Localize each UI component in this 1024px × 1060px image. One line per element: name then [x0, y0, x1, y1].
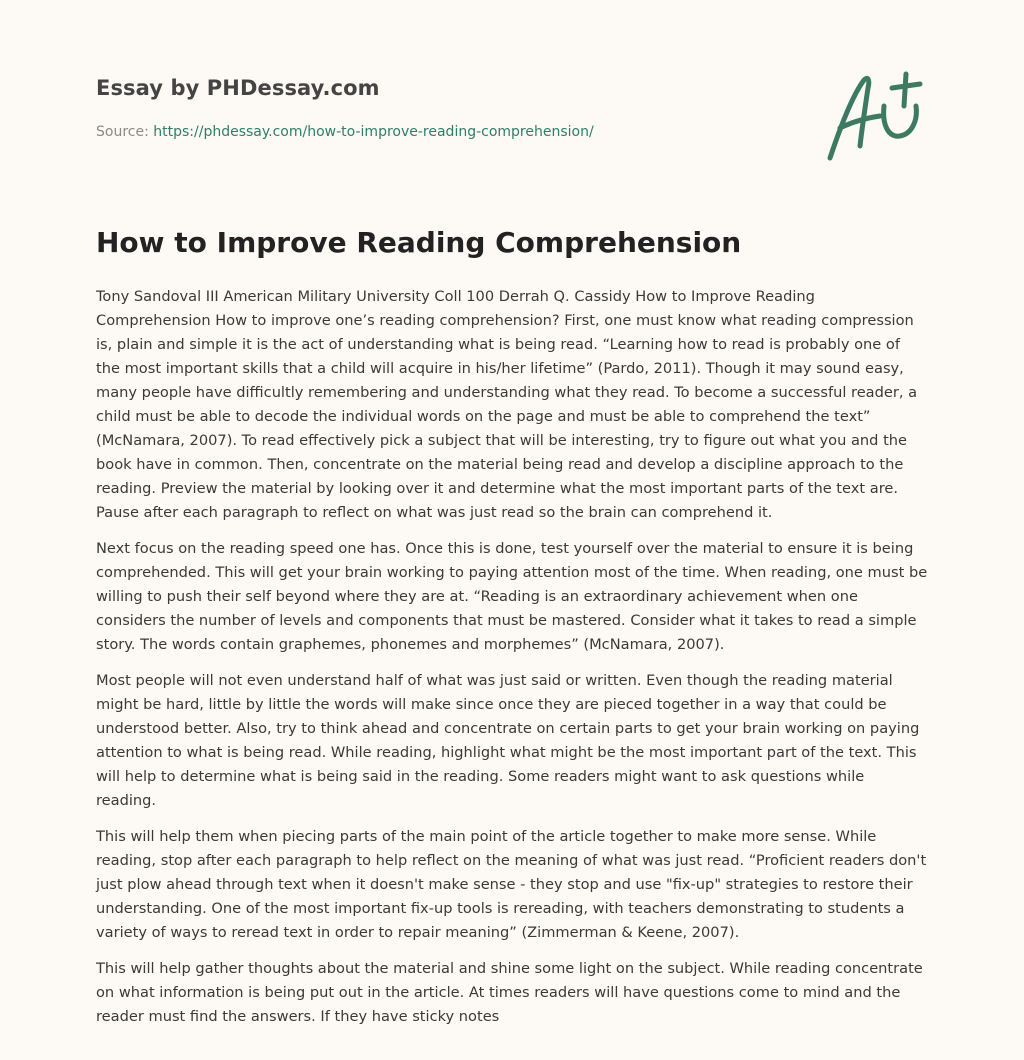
essay-body [96, 285, 928, 1041]
essay-paragraph: Tony Sandoval III American Military University Coll 100 Derrah Q. Cassidy How to Improve Reading Comprehension How to improve one’s reading comprehension? First, one must know what reading compression is, plain and simple it is the act of understanding what is being read. “Learning how to read is probably one of the most important skills that a child will acquire in his/her lifetime” (Pardo, 2011). Though it may sound easy, many people have difficultly remembering and understanding what they read. To become a successful reader, a child must be able to decode the individual words on the page and must be able to comprehend the text” (McNamara, 2007). To read effectively pick a subject that will be interesting, try to figure out what you and the book have in common. Then, concentrate on the material being read and develop a discipline approach to the reading. Preview the material by looking over it and determine what the most important parts of the text are. Pause after each paragraph to reflect on what was just read so the brain can comprehend it. [96, 288, 918, 521]
source-label: Source: [96, 124, 154, 140]
essay-title: How to Improve Reading Comprehension [96, 226, 742, 259]
essay-paragraph: This will help gather thoughts about the material and shine some light on the subject. While reading concentrate on what information is being put out in the article. At times readers will have questions come to mind and the reader must find the answers. If they have sticky notes [96, 960, 923, 1025]
essay-paragraph: Next focus on the reading speed one has. Once this is done, test yourself over the material to ensure it is being comprehended. This will get your brain working to paying attention most of the time. When reading, one must be willing to push their self beyond where they are at. “Reading is an extraordinary achievement when one considers the number of levels and components that must be mastered. Consider what it takes to read a simple story. The words contain graphemes, phonemes and morphemes” (McNamara, 2007). [96, 540, 928, 653]
a-plus-grade-icon [818, 66, 928, 166]
essay-paragraph: This will help them when piecing parts of the main point of the article together to make more sense. While reading, stop after each paragraph to help reflect on the meaning of what was just read. “Proficient readers don't just plow ahead through text when it doesn't make sense - they stop and use "fix-up" strategies to restore their understanding. One of the most important fix-up tools is rereading, with teachers demonstrating to students a variety of ways to reread text in order to repair meaning” (Zimmerman & Keene, 2007). [96, 828, 927, 941]
source-line [96, 124, 594, 140]
essay-paragraph: Most people will not even understand half of what was just said or written. Even though the reading material might be hard, little by little the words will make since once they are pieced together in a way that could be understood better. Also, try to think ahead and concentrate on certain parts to get your brain working on paying attention to what is being read. While reading, highlight what might be the most important part of the text. This will help to determine what is being said in the reading. Some readers might want to ask questions while reading. [96, 672, 920, 809]
site-brand: Essay by PHDessay.com [96, 76, 380, 100]
source-link[interactable]: https://phdessay.com/how-to-improve-reading-comprehension/ [153, 124, 594, 140]
